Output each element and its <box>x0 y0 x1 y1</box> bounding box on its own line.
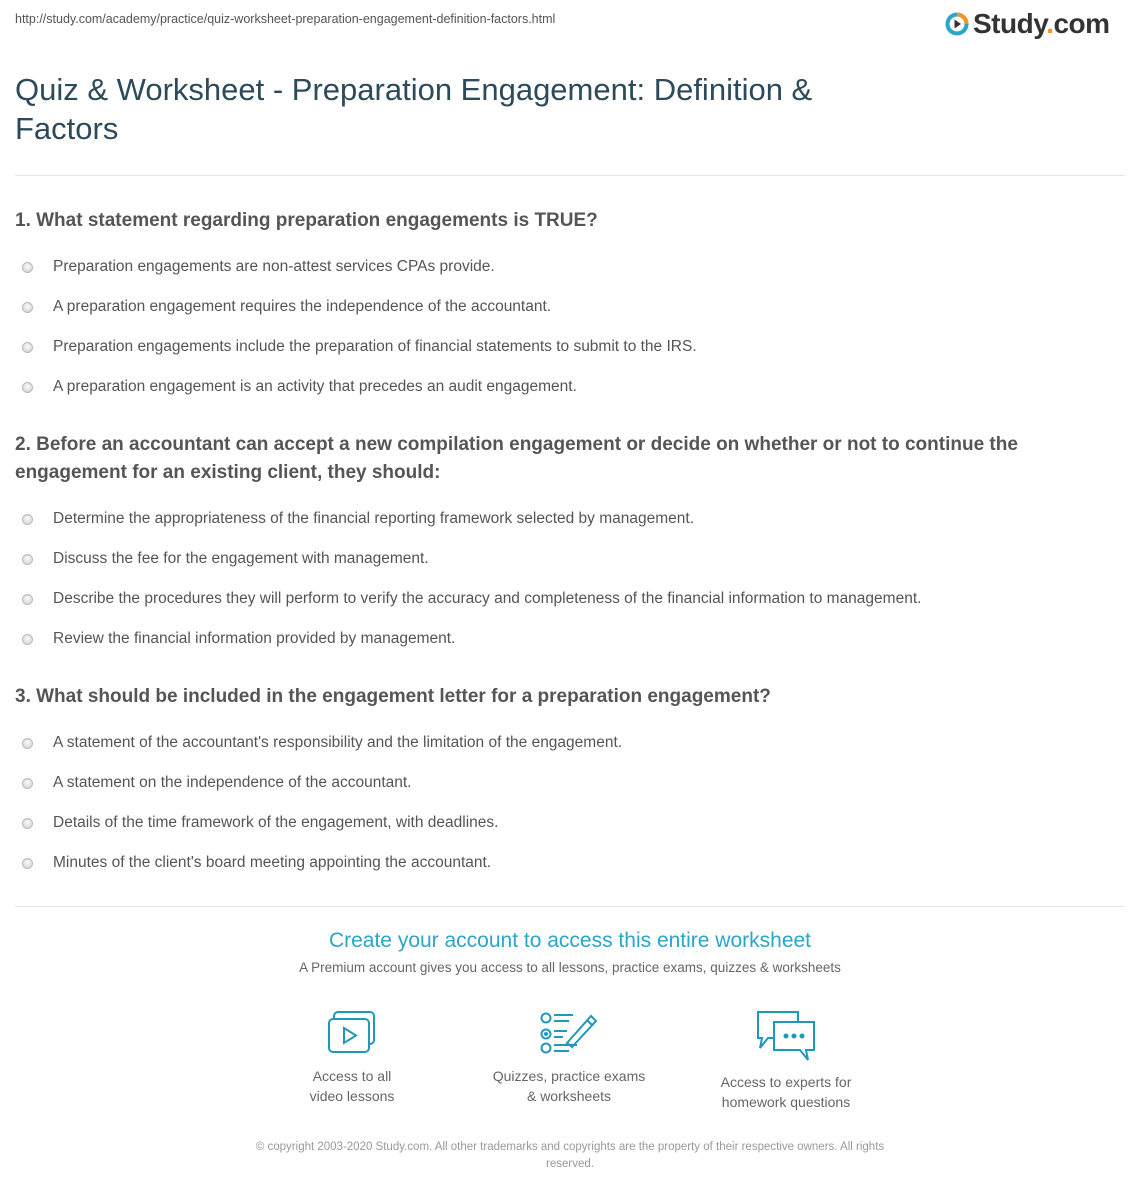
divider <box>15 906 1125 907</box>
answer-radio[interactable] <box>22 262 33 273</box>
question-1 <box>15 207 1125 407</box>
answer-option[interactable] <box>15 367 1125 407</box>
question-text: 1. What statement regarding preparation engagements is TRUE? <box>15 210 598 231</box>
answer-label: Discuss the fee for the engagement with management. <box>53 550 429 567</box>
answer-label: A preparation engagement is an activity that precedes an audit engagement. <box>53 378 577 395</box>
answer-label: Minutes of the client's board meeting appointing the accountant. <box>53 854 492 871</box>
answer-option[interactable] <box>15 763 1125 803</box>
feature-label-line: video lessons <box>309 1088 395 1104</box>
feature-quizzes <box>469 1010 669 1106</box>
copyright-line: © copyright 2003-2020 Study.com. All other trademarks and copyrights are the property of their respective owners. All rights <box>255 1141 885 1153</box>
page-url: http://study.com/academy/practice/quiz-worksheet-preparation-engagement-definition-factors.html <box>15 12 556 26</box>
answer-radio[interactable] <box>22 594 33 605</box>
answer-radio[interactable] <box>22 778 33 789</box>
question-text: 2. Before an accountant can accept a new compilation engagement or decide on whether or not to continue the engagement for an existing client, they should: <box>15 434 1018 483</box>
play-logo-icon <box>945 12 969 36</box>
answer-label: Describe the procedures they will perform to verify the accuracy and completeness of the financial information to management. <box>53 590 922 607</box>
answer-radio[interactable] <box>22 634 33 645</box>
divider <box>15 175 1125 176</box>
premium-subtitle: A Premium account gives you access to all lessons, practice exams, quizzes & worksheets <box>299 960 841 975</box>
feature-video-lessons <box>252 1010 452 1106</box>
answer-label: A statement of the accountant's responsibility and the limitation of the engagement. <box>53 734 623 751</box>
video-lessons-icon <box>326 1010 378 1056</box>
study-logo[interactable] <box>945 8 1110 40</box>
answer-option[interactable] <box>15 247 1125 287</box>
answer-radio[interactable] <box>22 858 33 869</box>
logo-name: Study <box>973 8 1047 39</box>
question-3 <box>15 683 1125 883</box>
question-text: 3. What should be included in the engagement letter for a preparation engagement? <box>15 686 771 707</box>
answer-radio[interactable] <box>22 554 33 565</box>
answer-option[interactable] <box>15 619 1125 659</box>
answer-radio[interactable] <box>22 342 33 353</box>
answer-option[interactable] <box>15 287 1125 327</box>
answer-label: Review the financial information provided by management. <box>53 630 456 647</box>
answer-label: Preparation engagements include the preparation of financial statements to submit to the IRS. <box>53 338 697 355</box>
feature-label-line: homework questions <box>721 1094 851 1110</box>
copyright-footer <box>215 1139 925 1173</box>
answer-option[interactable] <box>15 499 1125 539</box>
answer-label: Determine the appropriateness of the financial reporting framework selected by management. <box>53 510 695 527</box>
answer-label: A preparation engagement requires the independence of the accountant. <box>53 298 552 315</box>
answer-radio[interactable] <box>22 514 33 525</box>
logo-suffix: com <box>1053 8 1110 39</box>
copyright-line: reserved. <box>546 1158 594 1170</box>
feature-label-line: Access to experts for <box>720 1074 852 1090</box>
question-2 <box>15 431 1125 659</box>
page-title: Quiz & Worksheet - Preparation Engagement: Definition & Factors <box>15 72 813 146</box>
answer-radio[interactable] <box>22 738 33 749</box>
logo-dot: . <box>1046 8 1054 39</box>
answer-radio[interactable] <box>22 382 33 393</box>
answer-radio[interactable] <box>22 818 33 829</box>
feature-label-line: Quizzes, practice exams <box>492 1068 646 1084</box>
answer-label: Preparation engagements are non-attest services CPAs provide. <box>53 258 495 275</box>
answer-radio[interactable] <box>22 302 33 313</box>
answer-option[interactable] <box>15 803 1125 843</box>
answer-option[interactable] <box>15 539 1125 579</box>
feature-label-line: Access to all <box>312 1068 392 1084</box>
answer-label: A statement on the independence of the accountant. <box>53 774 412 791</box>
answer-option[interactable] <box>15 579 1125 619</box>
answer-option[interactable] <box>15 723 1125 763</box>
answer-option[interactable] <box>15 327 1125 367</box>
quiz-checklist-icon <box>539 1010 599 1056</box>
chat-bubbles-icon <box>754 1010 818 1062</box>
answer-label: Details of the time framework of the engagement, with deadlines. <box>53 814 499 831</box>
feature-experts <box>686 1010 886 1112</box>
feature-label-line: & worksheets <box>526 1088 612 1104</box>
create-account-link[interactable]: Create your account to access this entire worksheet <box>328 929 812 952</box>
answer-option[interactable] <box>15 843 1125 883</box>
